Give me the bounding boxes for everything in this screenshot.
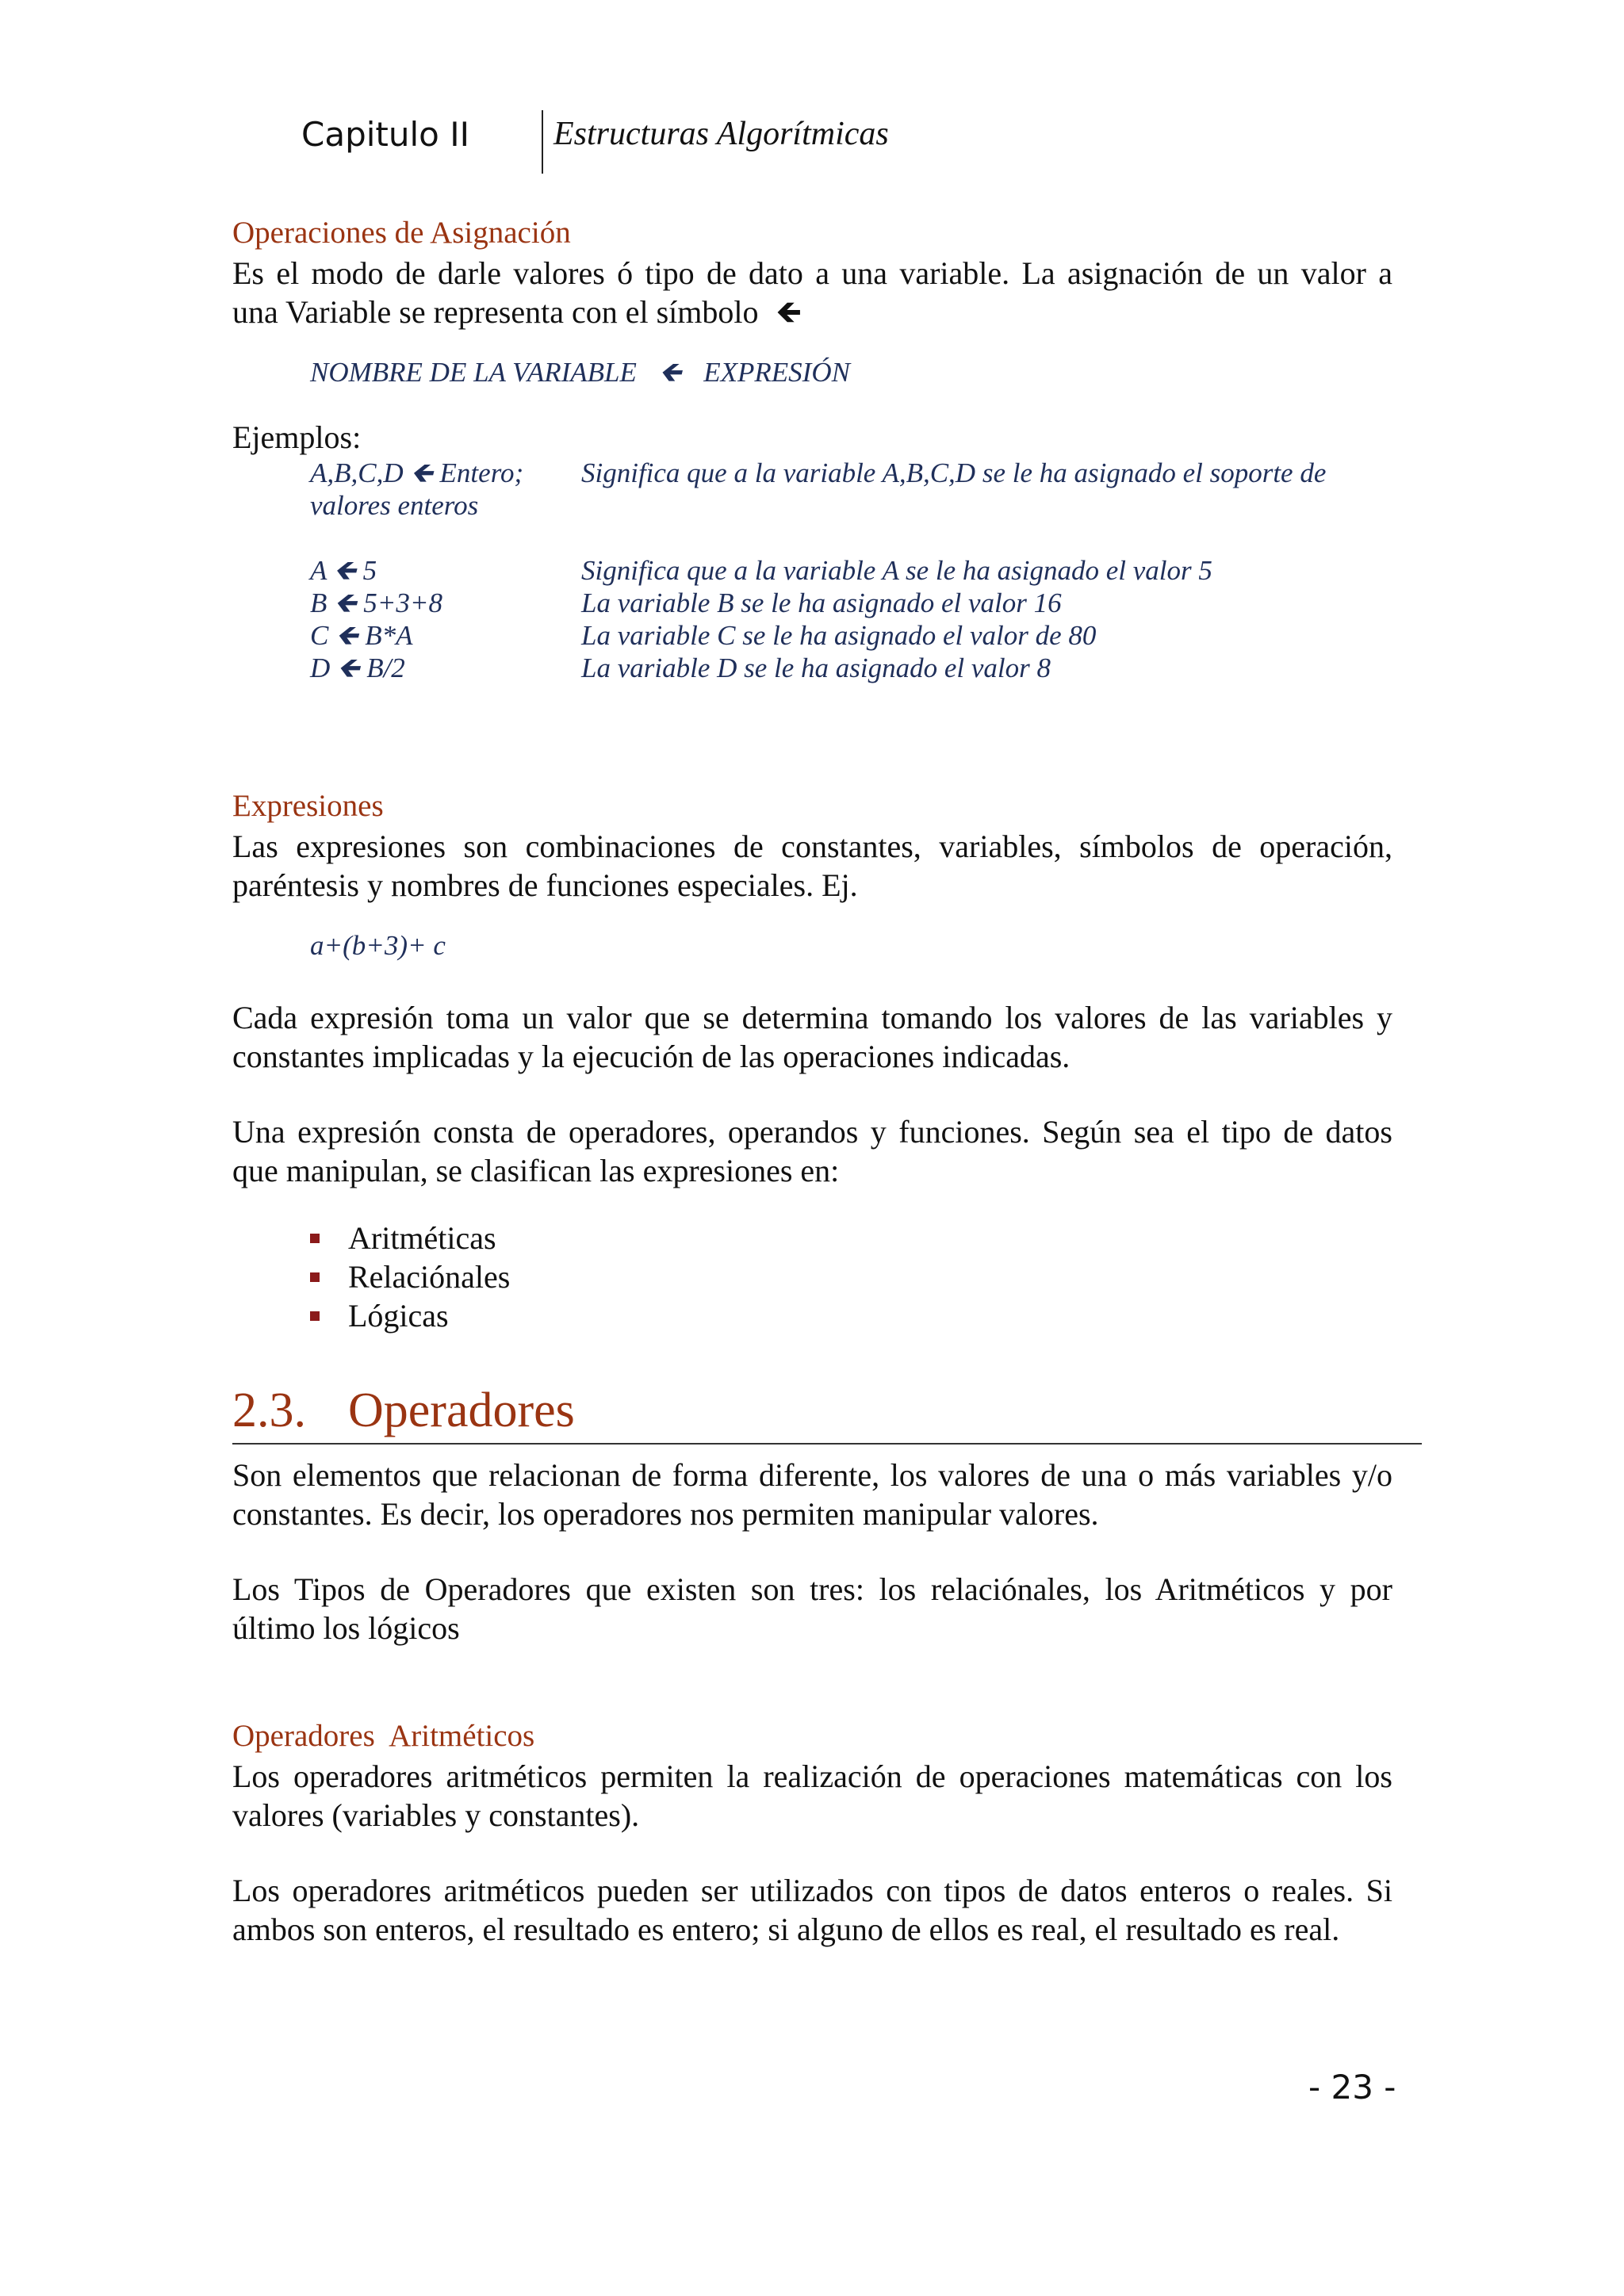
- example-meaning: Significa que a la variable A,B,C,D se le ha asignado el soporte de: [581, 457, 1327, 488]
- aritmeticos-para2-line2: ambos son enteros, el resultado es entero; si alguno de ellos es real, el resultado es real.: [232, 1911, 1340, 1947]
- operadores-para1-line1: Son elementos que relacionan de forma diferente, los valores de una o más variables y/o: [232, 1457, 1392, 1493]
- example-row: [232, 619, 1392, 652]
- example-meaning: La variable B se le ha asignado el valor 16: [581, 587, 1062, 618]
- expresiones-para3-line1: Una expresión consta de operadores, operandos y funciones. Según sea el tipo de datos: [232, 1114, 1392, 1150]
- example-meaning: La variable D se le ha asignado el valor 8: [581, 652, 1051, 683]
- assignment-formula: [310, 356, 1392, 389]
- page-header: [0, 115, 1624, 178]
- expression-types-list: [232, 1219, 1392, 1335]
- example-assignment: A 🡸 5: [310, 555, 377, 586]
- example-meaning: La variable C se le ha asignado el valor de 80: [581, 620, 1097, 651]
- operadores-para2-line1: Los Tipos de Operadores que existen son tres: los relaciónales, los Aritméticos y por: [232, 1571, 1392, 1607]
- operadores-para2-line2: último los lógicos: [232, 1610, 460, 1646]
- formula-expression: EXPRESIÓN: [703, 357, 850, 388]
- section-title-operadores: Operadores: [348, 1383, 575, 1437]
- aritmeticos-para2-line1: Los operadores aritméticos pueden ser utilizados con tipos de datos enteros o reales. Si: [232, 1873, 1392, 1908]
- section-number: 2.3.: [232, 1383, 306, 1437]
- asignacion-para-line1: Es el modo de darle valores ó tipo de dato a una variable. La asignación de un valor a: [232, 255, 1392, 291]
- example-assignment: D 🡸 B/2: [310, 652, 405, 683]
- list-item: Relaciónales: [232, 1257, 1392, 1296]
- expresiones-para1-line2: paréntesis y nombres de funciones especiales. Ej.: [232, 867, 858, 903]
- asignacion-para-line2-text: una Variable se representa con el símbolo: [232, 294, 759, 330]
- section-heading-operadores: [232, 1380, 1422, 1445]
- operadores-para1-line2: constantes. Es decir, los operadores nos permiten manipular valores.: [232, 1496, 1099, 1532]
- aritmeticos-heading: Operadores Aritméticos: [232, 1719, 535, 1753]
- asignacion-para-line2: [232, 293, 1392, 332]
- expresiones-para1-line1: Las expresiones son combinaciones de constantes, variables, símbolos de operación,: [232, 828, 1392, 864]
- aritmeticos-para1-line1: Los operadores aritméticos permiten la realización de operaciones matemáticas con los: [232, 1758, 1392, 1794]
- example-row: [232, 587, 1392, 619]
- expresiones-heading: Expresiones: [232, 789, 384, 823]
- example-assignment: A,B,C,D 🡸 Entero;: [310, 457, 524, 488]
- example-meaning: Significa que a la variable A se le ha asignado el valor 5: [581, 555, 1212, 586]
- example-assignment: B 🡸 5+3+8: [310, 587, 443, 618]
- expression-example: a+(b+3)+ c: [310, 930, 446, 961]
- list-item: Lógicas: [232, 1296, 1392, 1335]
- left-arrow-icon: 🡸: [658, 357, 682, 388]
- example-assignment: C 🡸 B*A: [310, 620, 413, 651]
- chapter-label: Capitulo II: [301, 115, 469, 154]
- header-divider: [542, 110, 543, 174]
- example-row: [232, 457, 1392, 489]
- page-body: [232, 212, 1392, 1949]
- examples-label: Ejemplos:: [232, 419, 362, 455]
- expresiones-para2-line1: Cada expresión toma un valor que se determina tomando los valores de las variables y: [232, 1000, 1392, 1035]
- formula-variable: NOMBRE DE LA VARIABLE: [310, 357, 637, 388]
- aritmeticos-para1-line2: valores (variables y constantes).: [232, 1797, 640, 1833]
- example-row: [232, 554, 1392, 587]
- example-continuation: valores enteros: [310, 490, 479, 521]
- examples-block: [232, 457, 1392, 684]
- example-row: [232, 652, 1392, 684]
- list-item: Aritméticas: [232, 1219, 1392, 1257]
- page-number: - 23 -: [1308, 2068, 1396, 2107]
- section-title: Estructuras Algorítmicas: [553, 116, 889, 152]
- expresiones-para2-line2: constantes implicadas y la ejecución de las operaciones indicadas.: [232, 1039, 1071, 1074]
- left-arrow-icon: 🡸: [776, 294, 802, 331]
- expresiones-para3-line2: que manipulan, se clasifican las expresiones en:: [232, 1153, 840, 1188]
- asignacion-heading: Operaciones de Asignación: [232, 216, 571, 250]
